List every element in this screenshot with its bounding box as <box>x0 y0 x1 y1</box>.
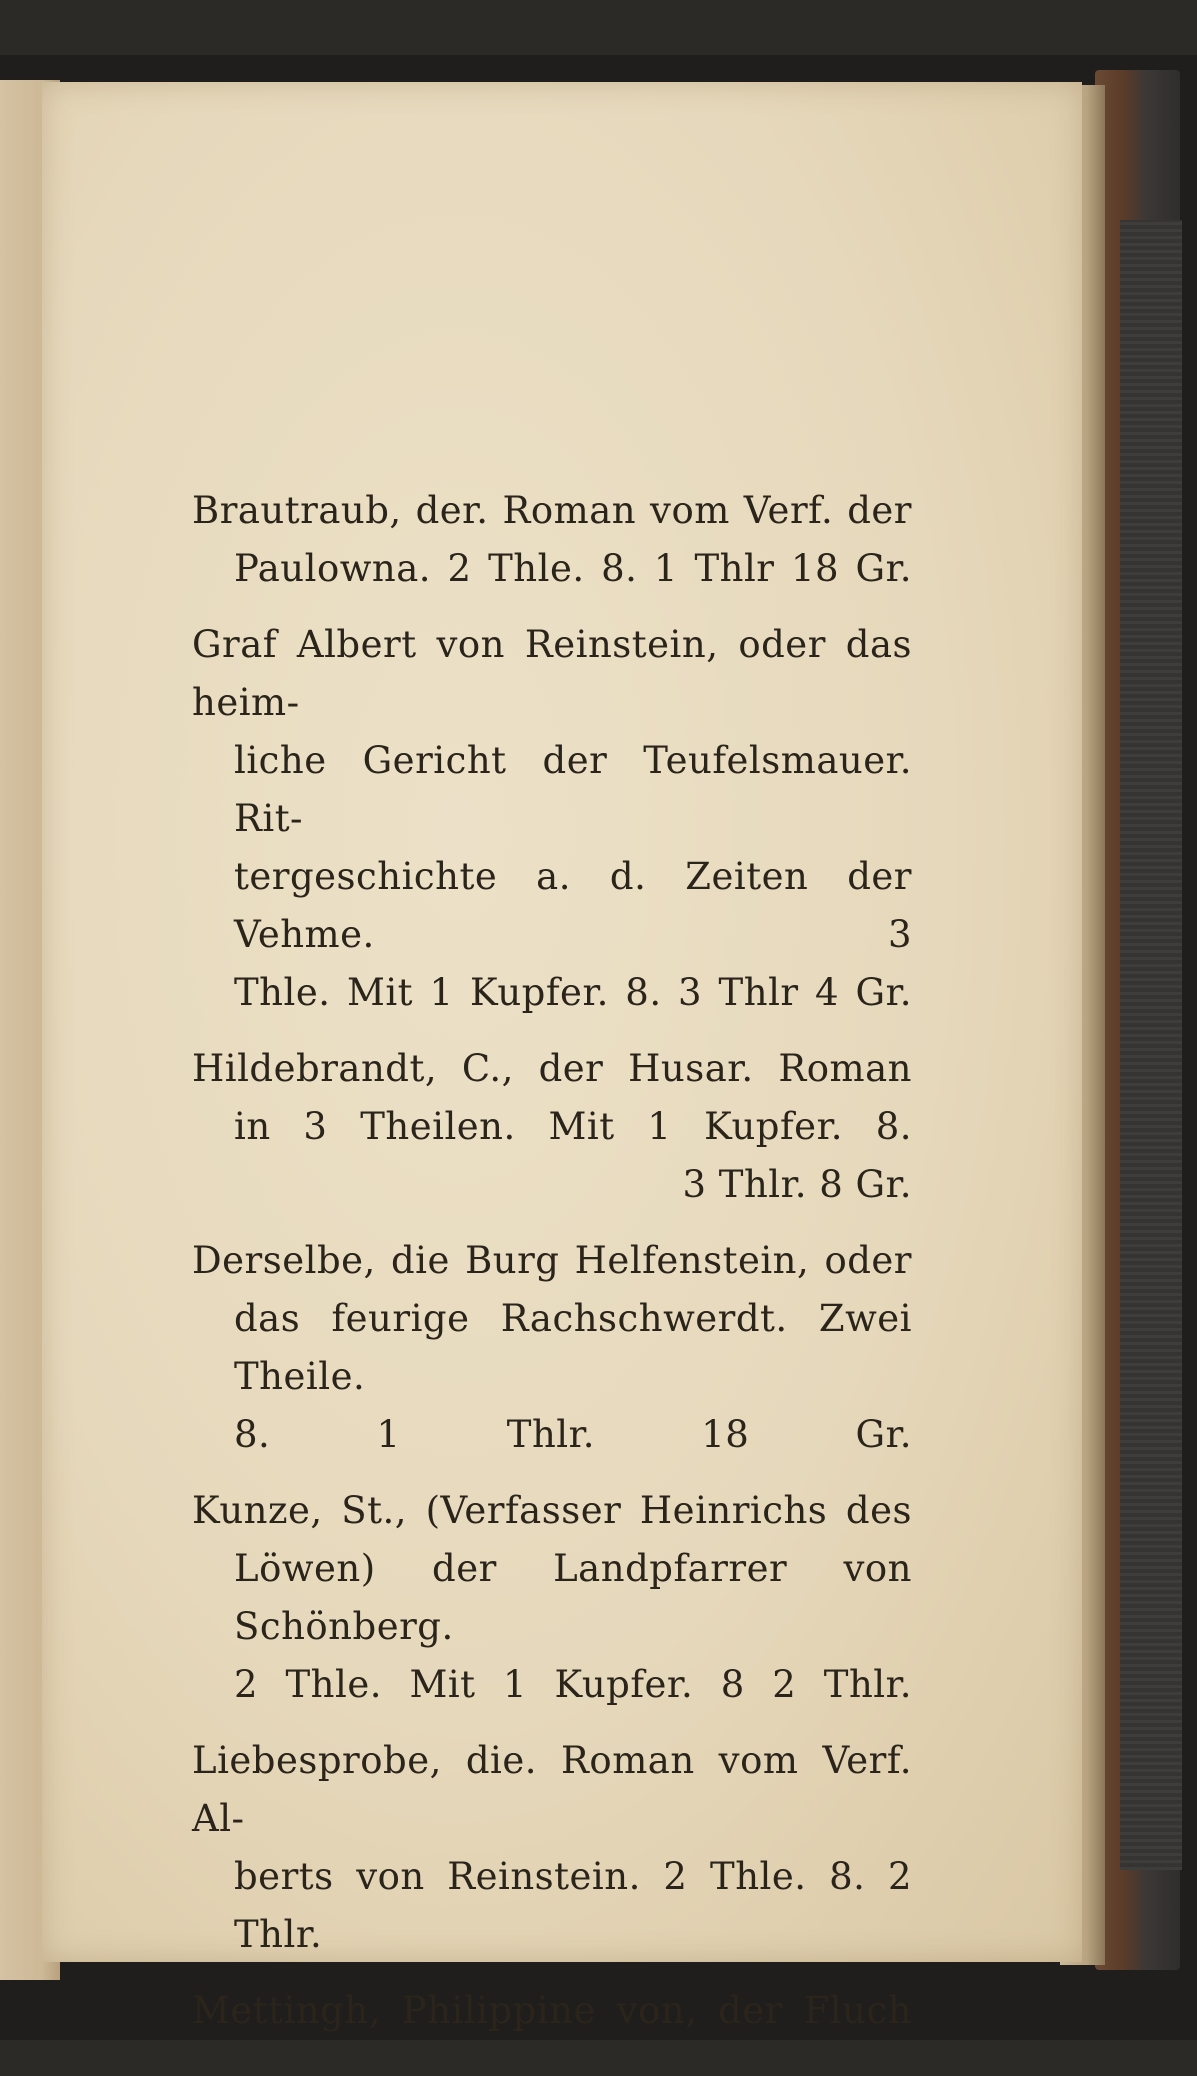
entry-line: Kunze, St., (Verfasser Heinrichs des <box>192 1489 912 1532</box>
cover-leather-texture <box>1120 220 1182 1870</box>
entry-line: das feurige Rachschwerdt. Zwei Theile. <box>234 1297 912 1398</box>
entry-line: Paulowna. 2 Thle. 8. 1 Thlr 18 Gr. <box>234 547 912 590</box>
entry-line: tergeschichte a. d. Zeiten der Vehme. 3 <box>234 855 912 956</box>
entry-line: berts von Reinstein. 2 Thle. 8. 2 Thlr. <box>234 1855 912 1956</box>
catalog-entry-hildebrandt <box>192 1040 912 1214</box>
entry-price: 3 Thlr. 8 Gr. <box>682 1163 912 1206</box>
entry-line: Liebesprobe, die. Roman vom Verf. Al- <box>192 1739 912 1840</box>
catalog-entry-derselbe <box>192 1232 912 1464</box>
entry-line: Thle. Mit 1 Kupfer. 8. 3 Thlr 4 Gr. <box>234 971 912 1014</box>
catalog-entry-graf-albert <box>192 616 912 1022</box>
entry-line: Graf Albert von Reinstein, oder das heim- <box>192 623 912 724</box>
entry-line: Derselbe, die Burg Helfenstein, oder <box>192 1239 912 1282</box>
entry-line: Löwen) der Landpfarrer von Schönberg. <box>234 1547 912 1648</box>
entry-line: liche Gericht der Teufelsmauer. Rit- <box>234 739 912 840</box>
entry-line: 8. 1 Thlr. 18 Gr. <box>234 1413 912 1456</box>
catalog-entry-brautraub <box>192 482 912 598</box>
book-page <box>42 82 1082 2032</box>
entry-line: Brautraub, der. Roman vom Verf. der <box>192 489 912 532</box>
catalog-entry-kunze <box>192 1482 912 1714</box>
catalog-entry-liebesprobe <box>192 1732 912 1964</box>
entry-line: Mettingh, Philippine von, der Fluch <box>192 1989 912 2032</box>
entry-line: Hildebrandt, C., der Husar. Roman <box>192 1047 912 1090</box>
entry-line: in 3 Theilen. Mit 1 Kupfer. 8. <box>234 1105 912 1148</box>
entry-line: 2 Thle. Mit 1 Kupfer. 8 2 Thlr. <box>234 1663 912 1706</box>
catalog-entry-mettingh <box>192 1982 912 2040</box>
catalog-list <box>192 482 912 2058</box>
